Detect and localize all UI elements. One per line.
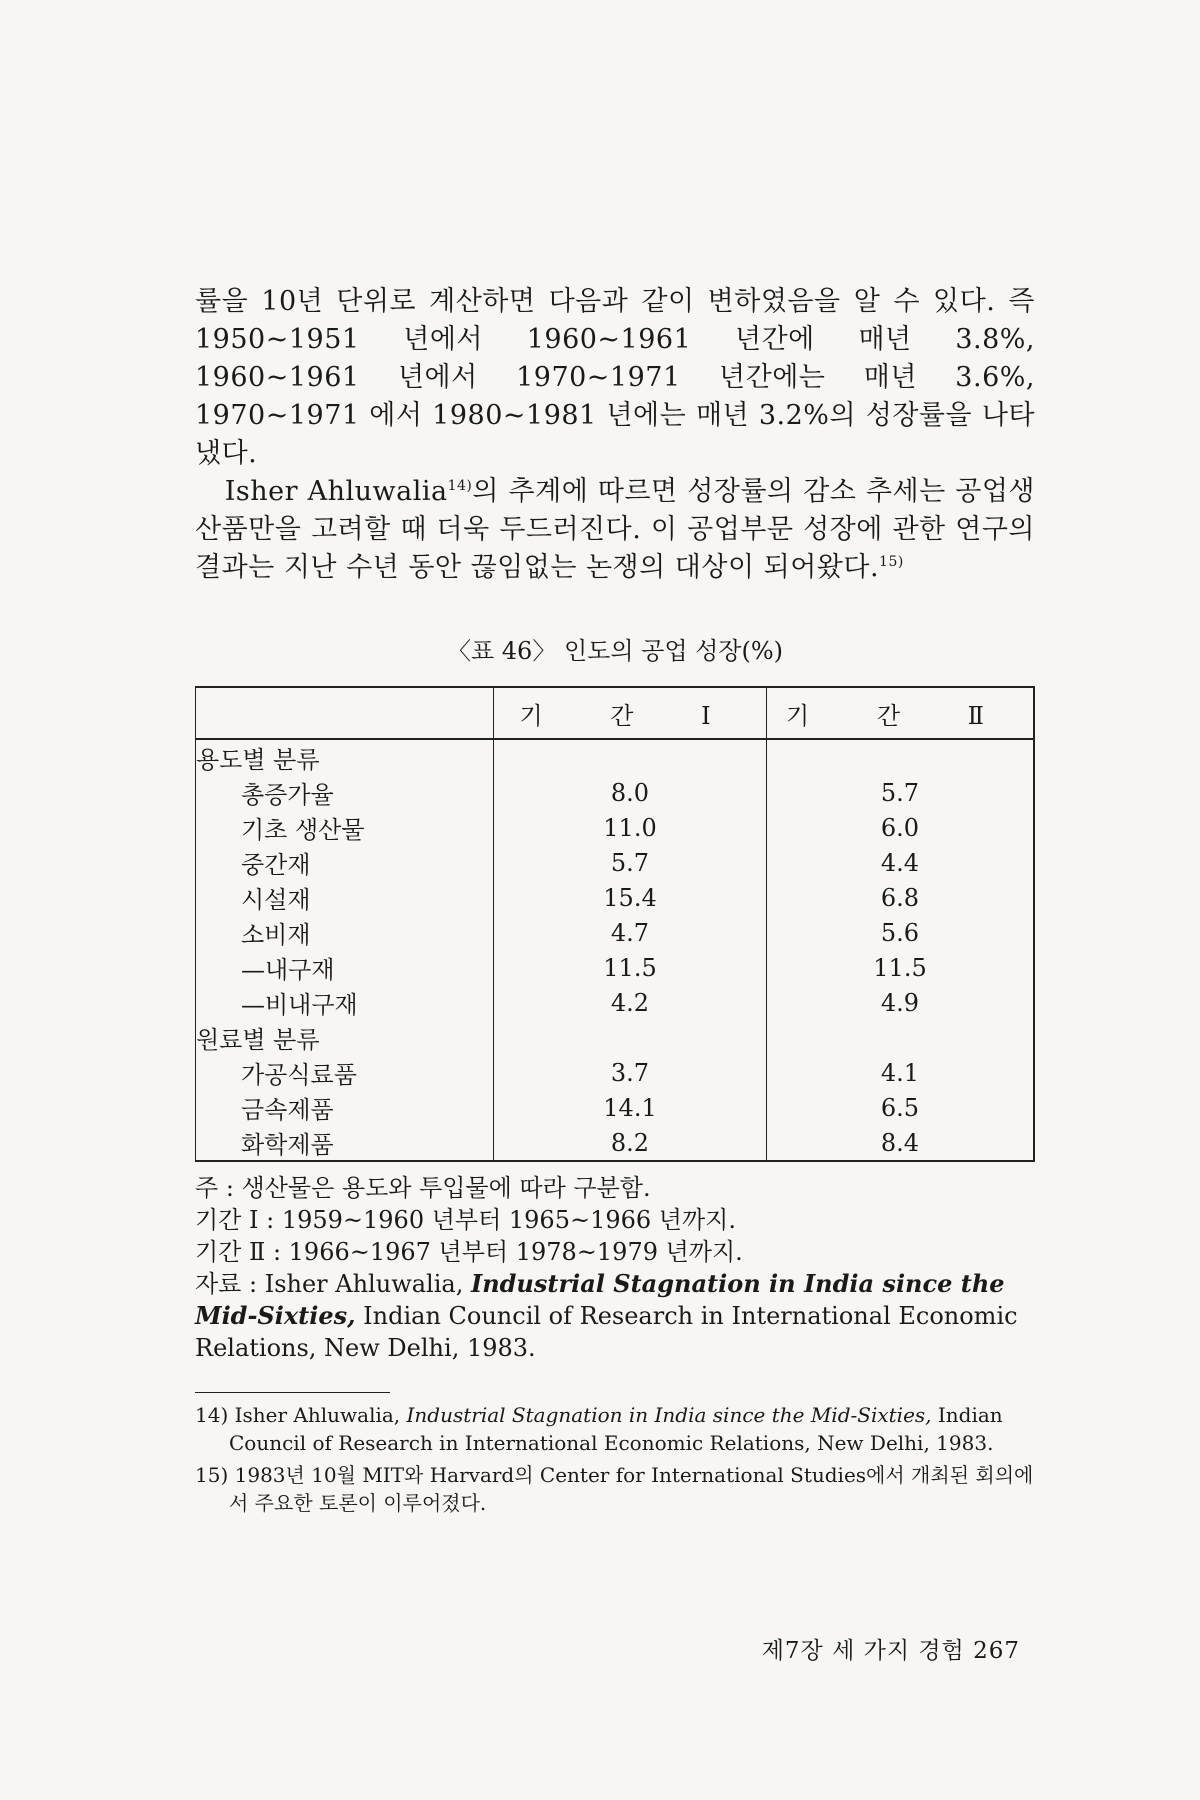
period-2-value: 4.1 <box>767 1055 1035 1090</box>
body-paragraph-2 <box>195 473 1035 587</box>
period-1-value <box>494 1020 767 1055</box>
table-row <box>196 845 1035 880</box>
header-period-2: 기 간 Ⅱ <box>767 687 1035 739</box>
period-1-value: 4.7 <box>494 915 767 950</box>
table-row <box>196 810 1035 845</box>
footnote-14-title: Industrial Stagnation in India since the Mid-Sixties, <box>406 1403 932 1427</box>
note-line: 주 : 생산물은 용도와 투입물에 따라 구분함. <box>195 1174 651 1202</box>
page-content <box>195 283 1035 1521</box>
row-label: 가공식료품 <box>241 1061 357 1089</box>
period-1-value: 11.0 <box>494 810 767 845</box>
table-row <box>196 739 1035 775</box>
period-1-value: 3.7 <box>494 1055 767 1090</box>
row-label: 중간재 <box>241 851 311 879</box>
footnote-14-rest: Indian Council of Research in International Economic Relations, New Delhi, 1983. <box>229 1403 1003 1455</box>
footnote-14-number: 14) <box>195 1403 229 1427</box>
row-label: 소비재 <box>241 921 311 949</box>
period-1-value: 5.7 <box>494 845 767 880</box>
table-caption: 〈표 46〉 인도의 공업 성장(%) <box>446 637 784 665</box>
table-row <box>196 915 1035 950</box>
period-2-note: 기간 Ⅱ : 1966~1967 년부터 1978~1979 년까지. <box>195 1238 743 1266</box>
row-label: 기초 생산물 <box>241 816 365 844</box>
period-2-value <box>767 739 1035 775</box>
table-row <box>196 1055 1035 1090</box>
table-row <box>196 775 1035 810</box>
footnote-15-text: 1983년 10월 MIT와 Harvard의 Center for International Studies에서 개최된 회의에서 주요한 토론이 이루어졌다. <box>229 1463 1034 1515</box>
period-1-value <box>494 739 767 775</box>
period-2-value: 4.4 <box>767 845 1035 880</box>
footnote-ref-15: 15) <box>879 554 904 570</box>
header-empty <box>196 687 494 739</box>
table-row <box>196 1125 1035 1161</box>
row-label: 시설재 <box>241 886 311 914</box>
author-name: Isher Ahluwalia <box>224 476 448 507</box>
period-2-value <box>767 1020 1035 1055</box>
period-2-value: 5.7 <box>767 775 1035 810</box>
footnote-14 <box>195 1401 1035 1457</box>
table-notes <box>195 1172 1035 1364</box>
table-row <box>196 985 1035 1020</box>
period-1-value: 14.1 <box>494 1090 767 1125</box>
source-rest: Indian Council of Research in International Economic Relations, New Delhi, 1983. <box>195 1302 1018 1362</box>
period-2-value: 5.6 <box>767 915 1035 950</box>
period-1-value: 8.0 <box>494 775 767 810</box>
period-1-value: 8.2 <box>494 1125 767 1161</box>
row-label: 용도별 분류 <box>196 746 320 774</box>
source-label: 자료 : Isher Ahluwalia, <box>195 1270 471 1298</box>
footnote-divider <box>195 1392 390 1393</box>
footnote-15-number: 15) <box>195 1463 229 1487</box>
period-1-value: 11.5 <box>494 950 767 985</box>
period-2-value: 11.5 <box>767 950 1035 985</box>
footnote-ref-14: 14) <box>447 478 473 494</box>
source-title: Industrial Stagnation in India since the Mid-Sixties, <box>195 1269 1005 1330</box>
period-1-value: 15.4 <box>494 880 767 915</box>
period-1-value: 4.2 <box>494 985 767 1020</box>
row-label: 금속제품 <box>241 1096 334 1124</box>
table-header-row <box>196 687 1035 739</box>
row-label: 총증가율 <box>241 781 334 809</box>
table-row <box>196 1090 1035 1125</box>
table-body <box>196 739 1035 1161</box>
table-row <box>196 950 1035 985</box>
source-note <box>195 1268 1035 1364</box>
row-label: 원료별 분류 <box>196 1026 320 1054</box>
table-row <box>196 880 1035 915</box>
period-2-value: 4.9 <box>767 985 1035 1020</box>
period-2-value: 6.5 <box>767 1090 1035 1125</box>
row-label: —내구재 <box>241 956 335 984</box>
footnote-14-author: Isher Ahluwalia, <box>234 1403 407 1427</box>
footnote-15 <box>195 1461 1035 1517</box>
industrial-growth-table <box>195 686 1035 1162</box>
period-2-value: 6.8 <box>767 880 1035 915</box>
header-period-1: 기 간 I <box>494 687 767 739</box>
running-footer: 제7장 세 가지 경험 267 <box>761 1638 1020 1664</box>
row-label: 화학제품 <box>241 1131 334 1159</box>
footnotes <box>195 1401 1035 1517</box>
period-1-note: 기간 I : 1959~1960 년부터 1965~1966 년까지. <box>195 1206 736 1234</box>
period-2-value: 6.0 <box>767 810 1035 845</box>
body-paragraph-1: 률을 10년 단위로 계산하면 다음과 같이 변하였음을 알 수 있다. 즉 1950~1951 년에서 1960~1961 년간에 매년 3.8%, 1960~1961 년에서 1970~1971 년간에는 매년 3.6%, 1970~1971 에서 1980~1981 년에는 매년 3.2%의 성장률을 나타냈다. <box>195 286 1035 469</box>
row-label: —비내구재 <box>241 991 358 1019</box>
table-row <box>196 1020 1035 1055</box>
paragraph-2-text: 의 추계에 따르면 성장률의 감소 추세는 공업생산품만을 고려할 때 더욱 두드러진다. 이 공업부문 성장에 관한 연구의 결과는 지난 수년 동안 끊임없는 논쟁의 대상이 되어왔다. <box>195 476 1035 583</box>
period-2-value: 8.4 <box>767 1125 1035 1161</box>
